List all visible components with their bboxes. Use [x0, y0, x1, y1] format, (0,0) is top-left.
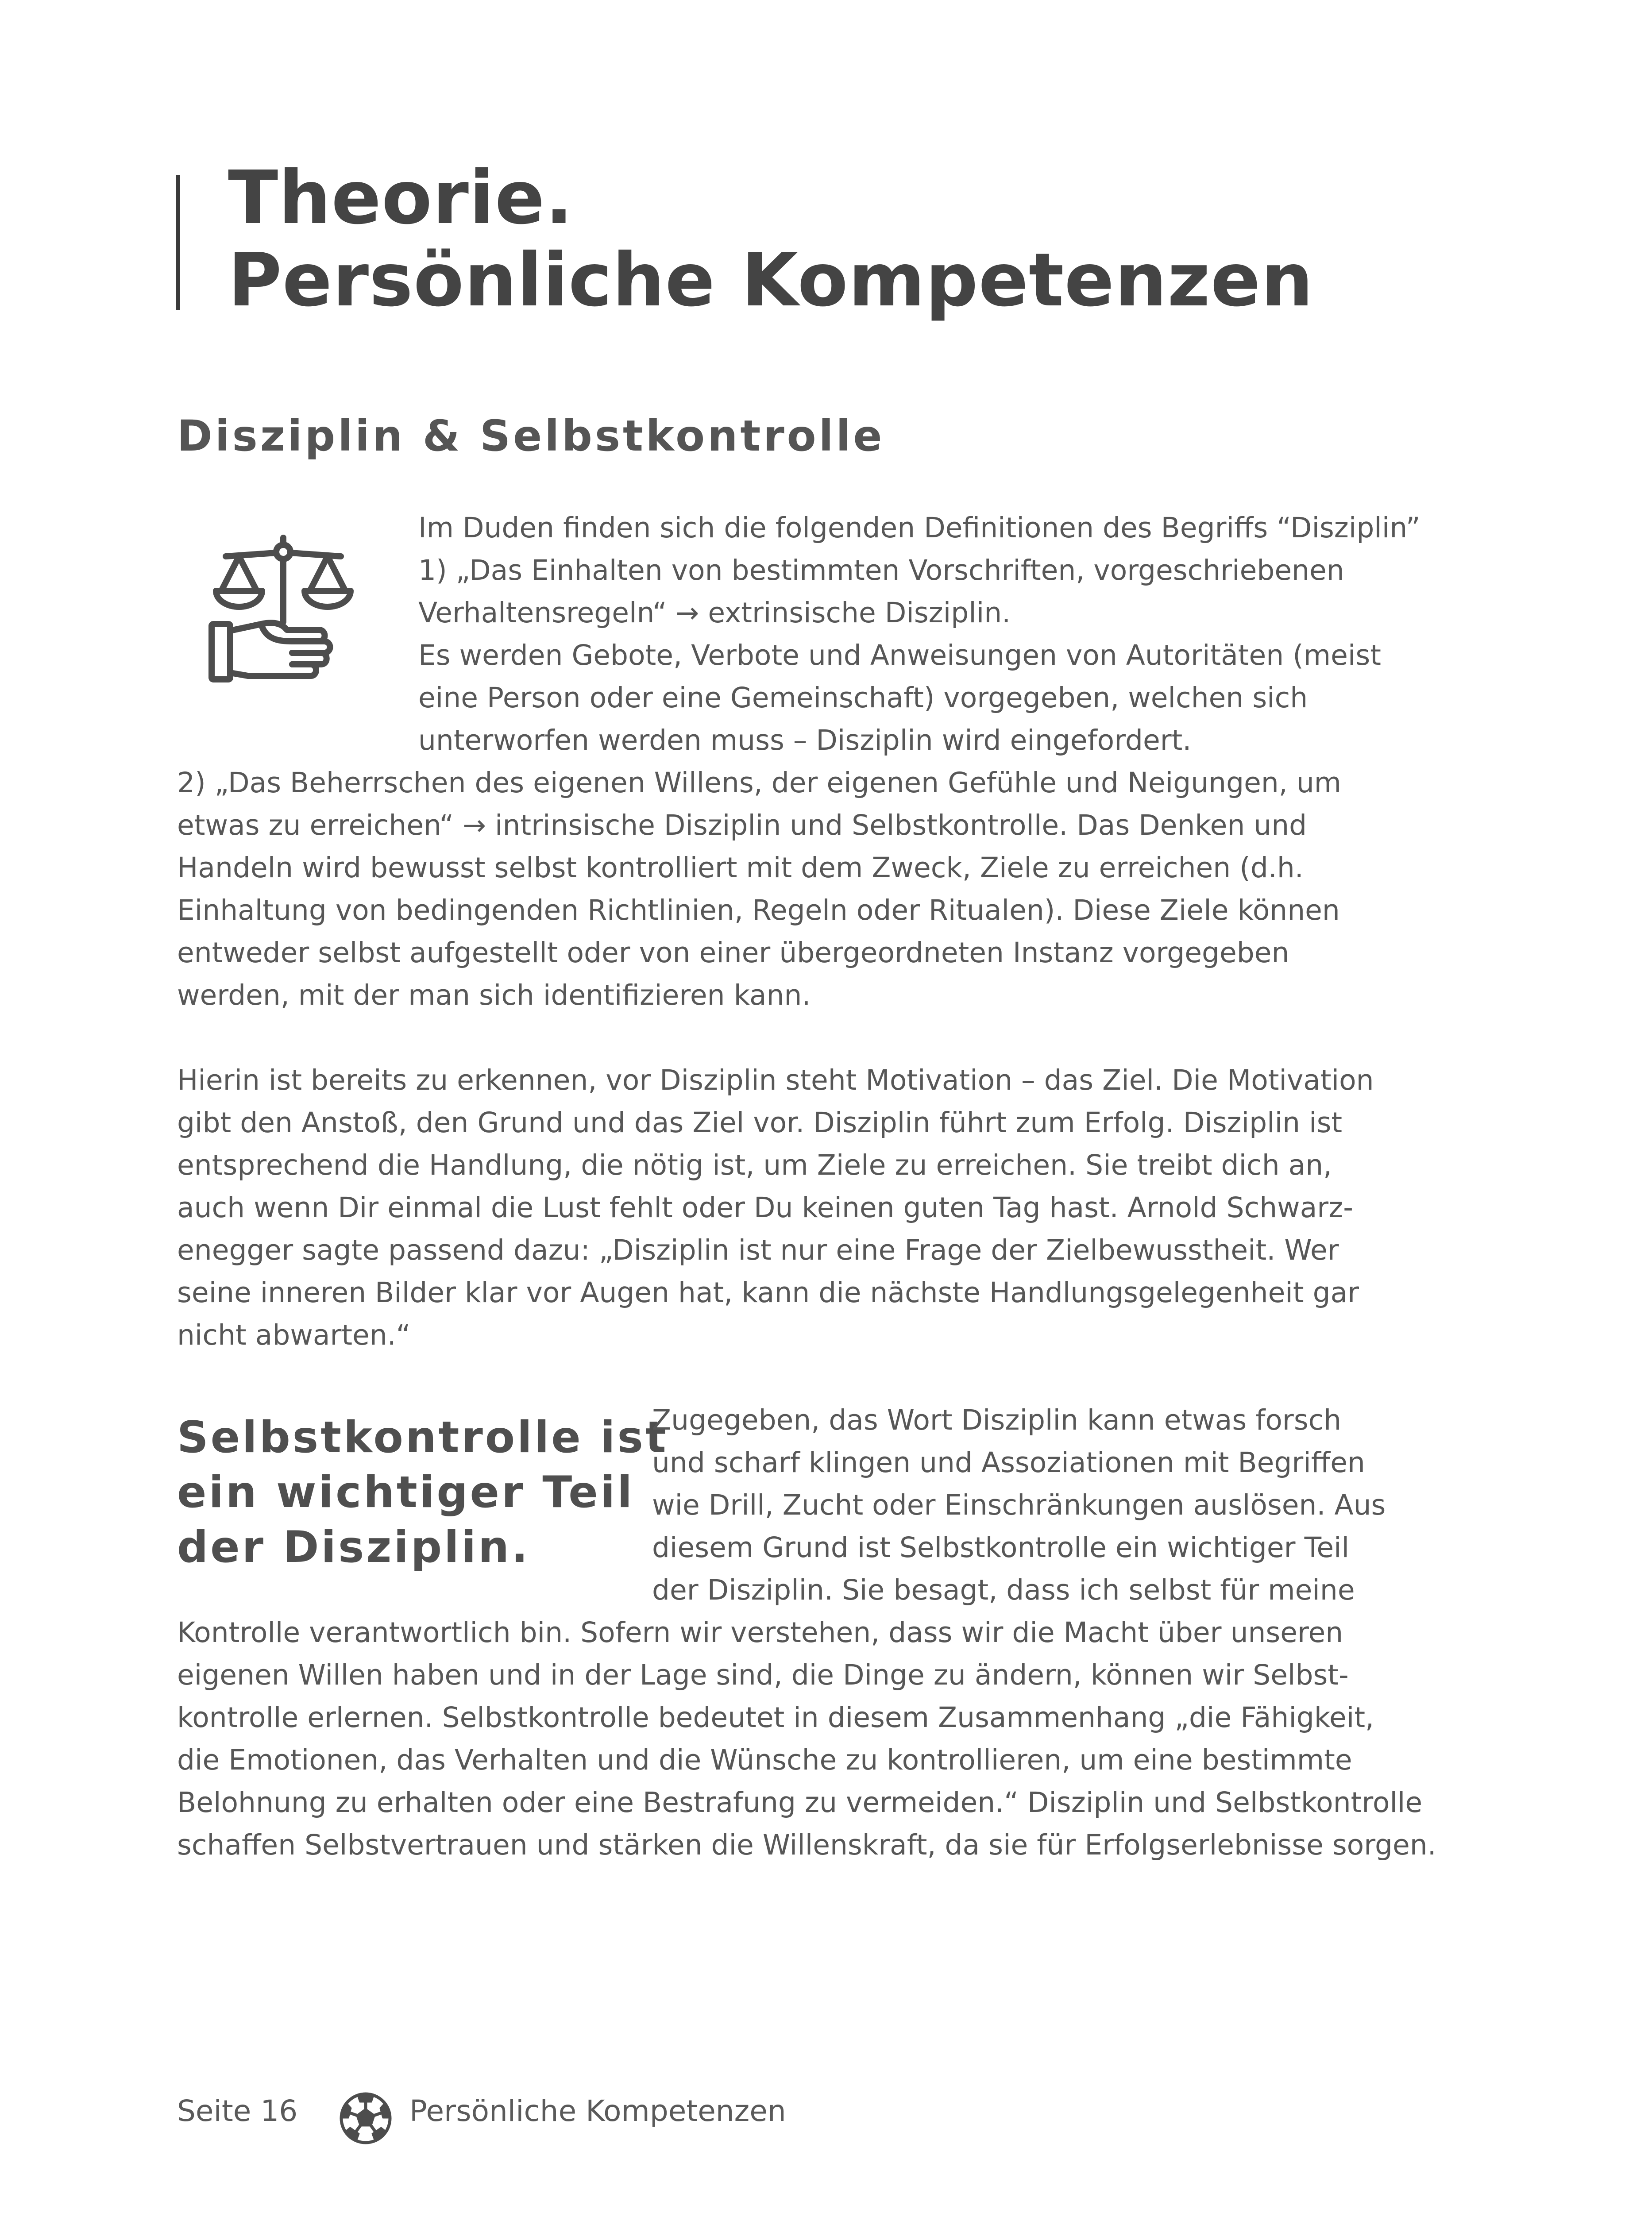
- pull-quote-line: Selbstkontrolle ist: [177, 1412, 668, 1463]
- text-line: schaffen Selbstvertrauen und stärken die Willenskraft, da sie für Erfolgserlebnisse sorgen.: [177, 1829, 1436, 1861]
- page-title: [228, 157, 1314, 322]
- text-line: unterworfen werden muss – Disziplin wird eingefordert.: [418, 724, 1192, 756]
- text-line: seine inneren Bilder klar vor Augen hat, kann die nächste Handlungsgelegenheit gar: [177, 1276, 1359, 1309]
- paragraph-2: [177, 1059, 1374, 1357]
- text-line: entweder selbst aufgestellt oder von einer übergeordneten Instanz vorgegeben: [177, 937, 1289, 969]
- text-line: enegger sagte passend dazu: „Disziplin ist nur eine Frage der Zielbewusstheit. Wer: [177, 1234, 1339, 1266]
- page-title-line-2: Persönliche Kompetenzen: [228, 238, 1314, 323]
- paragraph-1-continued: [177, 762, 1341, 1017]
- scales-of-justice-hand-icon: [208, 533, 359, 686]
- text-line: und scharf klingen und Assoziationen mit Begriffen: [652, 1446, 1365, 1479]
- text-line: auch wenn Dir einmal die Lust fehlt oder Du keinen guten Tag hast. Arnold Schwarz-: [177, 1191, 1354, 1224]
- text-line: eine Person oder eine Gemeinschaft) vorgegeben, welchen sich: [418, 682, 1308, 714]
- paragraph-1-beside-icon: [418, 507, 1420, 762]
- pull-quote-line: ein wichtiger Teil: [177, 1467, 634, 1518]
- text-line: Es werden Gebote, Verbote und Anweisungen von Autoritäten (meist: [418, 639, 1381, 671]
- text-line: kontrolle erlernen. Selbstkontrolle bedeutet in diesem Zusammenhang „die Fähigkeit,: [177, 1701, 1374, 1734]
- paragraph-3-beside-quote: [652, 1399, 1386, 1612]
- text-line: Zugegeben, das Wort Disziplin kann etwas forsch: [652, 1404, 1342, 1436]
- text-line: werden, mit der man sich identifizieren kann.: [177, 979, 811, 1011]
- text-line: entsprechend die Handlung, die nötig ist, um Ziele zu erreichen. Sie treibt dich an,: [177, 1149, 1332, 1181]
- text-line: Kontrolle verantwortlich bin. Sofern wir verstehen, dass wir die Macht über unseren: [177, 1616, 1343, 1649]
- pull-quote: [177, 1410, 668, 1575]
- text-line: 2) „Das Beherrschen des eigenen Willens, der eigenen Gefühle und Neigungen, um: [177, 767, 1342, 799]
- text-line: Belohnung zu erhalten oder eine Bestrafung zu vermeiden.“ Disziplin und Selbstkontrolle: [177, 1786, 1423, 1819]
- text-line: 1) „Das Einhalten von bestimmten Vorschriften, vorgeschriebenen: [418, 554, 1344, 586]
- footer-chapter-label: Persönliche Kompetenzen: [409, 2094, 786, 2128]
- section-heading: Disziplin & Selbstkontrolle: [177, 411, 885, 461]
- text-line: etwas zu erreichen“ → intrinsische Disziplin und Selbstkontrolle. Das Denken und: [177, 809, 1307, 841]
- pull-quote-line: der Disziplin.: [177, 1522, 530, 1573]
- text-line: die Emotionen, das Verhalten und die Wünsche zu kontrollieren, um eine bestimmte: [177, 1744, 1352, 1776]
- text-line: Handeln wird bewusst selbst kontrolliert mit dem Zweck, Ziele zu erreichen (d.h.: [177, 852, 1304, 884]
- text-line: wie Drill, Zucht oder Einschränkungen auslösen. Aus: [652, 1489, 1386, 1521]
- text-line: diesem Grund ist Selbstkontrolle ein wichtiger Teil: [652, 1531, 1350, 1564]
- text-line: der Disziplin. Sie besagt, dass ich selbst für meine: [652, 1574, 1355, 1606]
- footer-page-number: Seite 16: [177, 2094, 298, 2128]
- text-line: Hierin ist bereits zu erkennen, vor Disziplin steht Motivation – das Ziel. Die Motivation: [177, 1064, 1374, 1096]
- soccer-ball-icon: [339, 2091, 393, 2145]
- text-line: gibt den Anstoß, den Grund und das Ziel vor. Disziplin führt zum Erfolg. Disziplin ist: [177, 1106, 1343, 1139]
- text-line: eigenen Willen haben und in der Lage sind, die Dinge zu ändern, können wir Selbst-: [177, 1659, 1349, 1691]
- paragraph-3-continued: [177, 1612, 1436, 1866]
- text-line: Einhaltung von bedingenden Richtlinien, Regeln oder Ritualen). Diese Ziele können: [177, 894, 1340, 926]
- text-line: Verhaltensregeln“ → extrinsische Disziplin.: [418, 597, 1011, 629]
- text-line: Im Duden finden sich die folgenden Definitionen des Begriffs “Disziplin”: [418, 512, 1420, 544]
- title-accent-bar: [176, 175, 180, 310]
- page-title-line-1: Theorie.: [228, 155, 574, 241]
- text-line: nicht abwarten.“: [177, 1319, 411, 1351]
